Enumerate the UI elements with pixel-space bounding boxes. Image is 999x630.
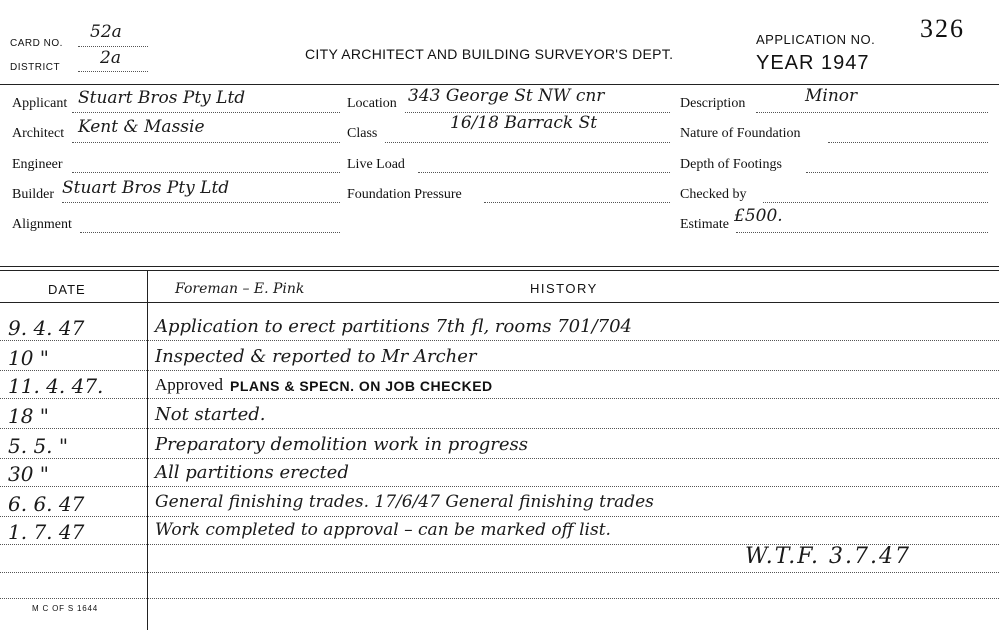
nature-foundation-label: Nature of Foundation xyxy=(680,126,801,141)
description-label: Description xyxy=(680,96,746,111)
alignment-line xyxy=(80,232,340,233)
row-rule-2 xyxy=(0,370,999,371)
depth-footings-label: Depth of Footings xyxy=(680,157,782,172)
applicant-value: Stuart Bros Pty Ltd xyxy=(78,88,246,108)
estimate-value: £500. xyxy=(734,206,783,226)
foundation-pressure-line xyxy=(484,202,670,203)
row-date: 30 " xyxy=(8,462,50,486)
row-date: 18 " xyxy=(8,404,50,428)
row-text: All partitions erected xyxy=(155,462,349,483)
row-date: 9. 4. 47 xyxy=(8,316,85,340)
row-text: General finishing trades. 17/6/47 General finishing trades xyxy=(155,492,654,512)
row-date: 10 " xyxy=(8,346,50,370)
row-rule-3 xyxy=(0,398,999,399)
class-line xyxy=(385,142,670,143)
row-text: Application to erect partitions 7th fl, rooms 701/704 xyxy=(155,316,633,337)
live-load-label: Live Load xyxy=(347,157,405,172)
engineer-label: Engineer xyxy=(12,157,63,172)
row-rule-1 xyxy=(0,340,999,341)
depth-footings-line xyxy=(806,172,988,173)
applicant-line xyxy=(72,112,340,113)
signoff-initials: W.T.F. 3.7.47 xyxy=(745,544,911,569)
checked-by-label: Checked by xyxy=(680,187,747,202)
foreman-note: Foreman – E. Pink xyxy=(175,281,305,297)
application-label: APPLICATION NO. xyxy=(756,32,876,47)
history-header: HISTORY xyxy=(530,281,598,296)
row-rule-5 xyxy=(0,458,999,459)
location-value: 343 George St NW cnr xyxy=(408,86,605,106)
district-label: DISTRICT xyxy=(10,62,61,73)
alignment-label: Alignment xyxy=(12,217,72,232)
card-no-value: 52a xyxy=(90,22,122,42)
row-text: Not started. xyxy=(155,404,266,425)
architect-value: Kent & Massie xyxy=(78,117,205,137)
history-header-rule xyxy=(0,302,999,303)
estimate-label: Estimate xyxy=(680,217,729,232)
row-date: 1. 7. 47 xyxy=(8,520,85,544)
row-date: 6. 6. 47 xyxy=(8,492,85,516)
card-no-line xyxy=(78,46,148,47)
card-no-label: CARD NO. xyxy=(10,38,63,49)
district-line xyxy=(78,71,148,72)
nature-foundation-line xyxy=(828,142,988,143)
row-date: 5. 5. " xyxy=(8,434,69,458)
engineer-line xyxy=(72,172,340,173)
location-label: Location xyxy=(347,96,397,111)
applicant-label: Applicant xyxy=(12,96,68,111)
row-text: Inspected & reported to Mr Archer xyxy=(155,346,477,367)
class-label: Class xyxy=(347,126,378,141)
description-value: Minor xyxy=(805,86,858,106)
row-text: Approved xyxy=(155,375,223,394)
row-rule-10 xyxy=(0,598,999,599)
department-title: CITY ARCHITECT AND BUILDING SURVEYOR'S DEPT. xyxy=(305,46,674,62)
checked-by-line xyxy=(763,202,988,203)
application-number: 326 xyxy=(920,14,965,43)
row-date: 11. 4. 47. xyxy=(8,374,104,398)
foundation-pressure-label: Foundation Pressure xyxy=(347,187,462,202)
district-value: 2a xyxy=(100,48,121,68)
architect-line xyxy=(72,142,340,143)
history-top-rule-2 xyxy=(0,270,999,271)
form-code: M C OF S 1644 xyxy=(32,604,98,613)
date-header: DATE xyxy=(48,282,86,297)
architect-label: Architect xyxy=(12,126,65,141)
row-text: Work completed to approval – can be marked off list. xyxy=(155,520,611,540)
header-rule xyxy=(0,84,999,85)
row-rule-6 xyxy=(0,486,999,487)
builder-value: Stuart Bros Pty Ltd xyxy=(62,178,230,198)
row-rule-7 xyxy=(0,516,999,517)
history-top-rule xyxy=(0,266,999,267)
builder-label: Builder xyxy=(12,187,54,202)
estimate-line xyxy=(736,232,988,233)
builder-line xyxy=(62,202,340,203)
row-text: Preparatory demolition work in progress xyxy=(155,434,529,455)
row-rule-4 xyxy=(0,428,999,429)
checked-stamp: PLANS & SPECN. ON JOB CHECKED xyxy=(230,378,493,394)
year-label: YEAR 1947 xyxy=(756,52,870,74)
description-line xyxy=(756,112,988,113)
row-rule-9 xyxy=(0,572,999,573)
date-column-divider xyxy=(147,270,148,630)
live-load-line xyxy=(418,172,670,173)
location-value-2: 16/18 Barrack St xyxy=(450,113,598,133)
